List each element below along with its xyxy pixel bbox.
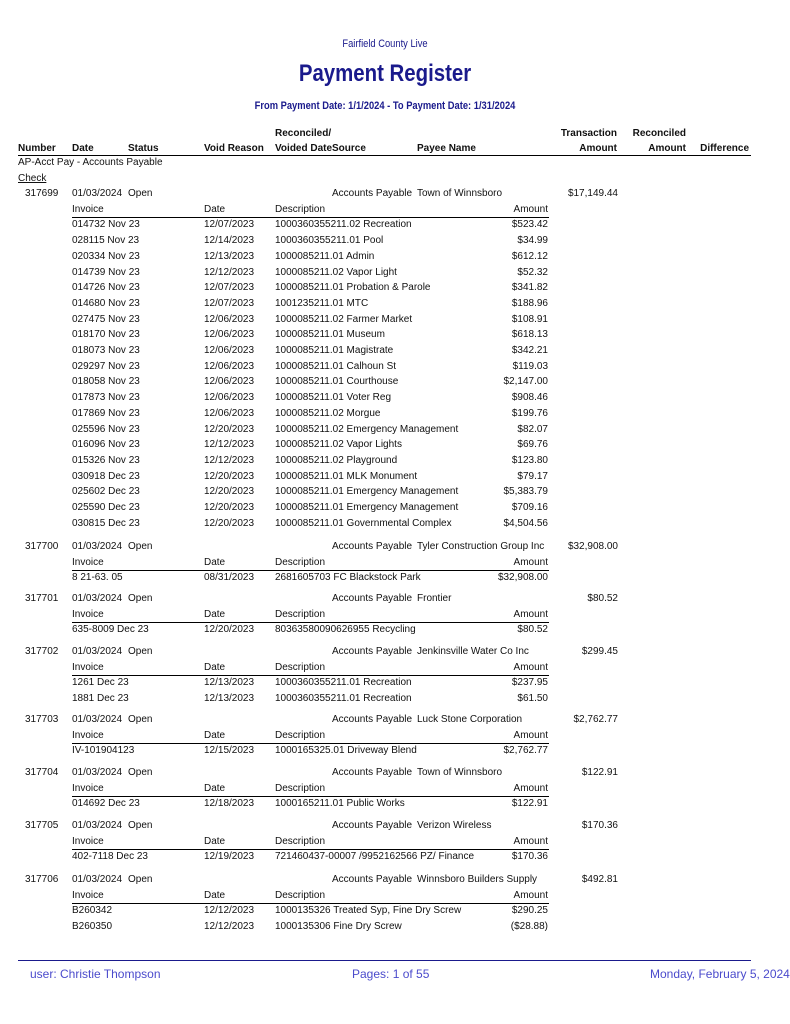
line-description: 80363580090626955 Recycling [275, 624, 416, 636]
subheader-underline [72, 903, 549, 904]
line-description: 1000085211.01 Governmental Complex [275, 517, 452, 529]
line-date: 12/20/2023 [204, 517, 255, 529]
check-date: 01/03/2024 [72, 593, 123, 604]
date-label: Date [204, 782, 226, 794]
line-description: 1000165211.01 Public Works [275, 798, 405, 810]
line-description: 1000135326 Treated Syp, Fine Dry Screw [275, 905, 462, 917]
line-description: 1000085211.01 Calhoun St [275, 360, 397, 372]
description-label: Description [275, 203, 326, 215]
line-date: 12/07/2023 [204, 297, 255, 309]
col-date: Date [72, 143, 94, 154]
date-label: Date [204, 203, 226, 215]
line-invoice: 017869 Nov 23 [72, 407, 140, 419]
check-payee: Winnsboro Builders Supply [417, 874, 538, 885]
check-date: 01/03/2024 [72, 714, 123, 725]
footer-user: user: Christie Thompson [30, 967, 161, 981]
check-number: 317699 [25, 188, 59, 199]
line-description: 1000085211.02 Vapor Lights [275, 439, 402, 451]
check-source: Accounts Payable [332, 593, 413, 604]
line-invoice: 018170 Nov 23 [72, 329, 140, 341]
line-description: 1000085211.01 Voter Reg [275, 392, 392, 404]
line-invoice: IV-101904123 [72, 745, 135, 757]
line-date: 12/12/2023 [204, 266, 255, 278]
check-payee: Verizon Wireless [417, 820, 492, 831]
check-number: 317700 [25, 541, 59, 552]
amount-label: Amount [513, 835, 548, 847]
line-amount: $108.91 [511, 313, 548, 325]
col-payee-name: Payee Name [417, 143, 476, 154]
invoice-label: Invoice [72, 608, 104, 620]
check-payee: Frontier [417, 593, 452, 604]
line-date: 12/13/2023 [204, 250, 255, 262]
line-invoice: 014692 Dec 23 [72, 798, 140, 810]
organization-name: Fairfield County Live [342, 38, 428, 50]
date-label: Date [204, 729, 226, 741]
line-date: 12/20/2023 [204, 624, 255, 636]
line-amount: $290.25 [511, 905, 548, 917]
line-invoice: 018058 Nov 23 [72, 376, 140, 388]
invoice-label: Invoice [72, 782, 104, 794]
amount-label: Amount [513, 608, 548, 620]
col-source: Source [332, 143, 366, 154]
line-amount: $188.96 [511, 297, 548, 309]
line-invoice: 018073 Nov 23 [72, 345, 140, 356]
line-date: 12/06/2023 [204, 329, 255, 341]
line-description: 1000085211.01 Probation & Parole [275, 282, 431, 294]
amount-label: Amount [513, 556, 548, 568]
subheader-underline [72, 675, 549, 676]
line-date: 12/12/2023 [204, 905, 255, 917]
date-label: Date [204, 835, 226, 847]
date-label: Date [204, 556, 226, 568]
check-amount: $80.52 [587, 593, 618, 604]
line-date: 12/19/2023 [204, 851, 255, 863]
description-label: Description [275, 556, 326, 568]
line-invoice: 1261 Dec 23 [72, 677, 129, 689]
col-transaction-top: Transaction [560, 128, 617, 139]
check-source: Accounts Payable [332, 541, 413, 552]
line-invoice: 8 21-63. 05 [72, 572, 123, 584]
report-title: Payment Register [298, 60, 472, 87]
line-invoice: 029297 Nov 23 [72, 360, 140, 372]
line-invoice: 025590 Dec 23 [72, 502, 140, 513]
check-source: Accounts Payable [332, 820, 413, 831]
line-amount: $199.76 [511, 407, 548, 419]
footer-date: Monday, February 5, 2024 [650, 967, 790, 981]
line-description: 1000165325.01 Driveway Blend [275, 745, 417, 757]
amount-label: Amount [513, 203, 548, 215]
line-amount: $4,504.56 [503, 517, 548, 529]
line-amount: $34.99 [517, 235, 548, 247]
col-reconciled-voided-bottom: Voided Date [275, 143, 333, 154]
line-description: 1000085211.01 Courthouse [275, 376, 399, 388]
line-amount: $237.95 [511, 677, 548, 689]
check-payee: Luck Stone Corporation [417, 714, 523, 725]
description-label: Description [275, 661, 326, 673]
check-amount: $122.91 [581, 767, 618, 778]
date-label: Date [204, 608, 226, 620]
line-date: 12/12/2023 [204, 921, 255, 933]
line-amount: $79.17 [517, 470, 548, 482]
check-date: 01/03/2024 [72, 820, 123, 831]
subheader-underline [72, 570, 549, 571]
check-source: Accounts Payable [332, 646, 413, 657]
line-amount: $170.36 [511, 851, 548, 863]
line-description: 1000360355211.01 Recreation [275, 693, 412, 705]
line-description: 1000085211.01 Museum [275, 329, 385, 341]
check-source: Accounts Payable [332, 874, 413, 885]
line-invoice: 402-7118 Dec 23 [72, 851, 148, 863]
line-description: 1000085211.02 Morgue [275, 407, 381, 419]
line-description: 721460437-00007 /9952162566 PZ/ Finance [275, 851, 475, 863]
line-amount: $341.82 [511, 282, 548, 294]
line-description: 1000085211.01 Emergency Management [275, 486, 459, 498]
check-amount: $492.81 [581, 874, 618, 885]
line-date: 12/06/2023 [204, 392, 255, 404]
line-date: 12/20/2023 [204, 470, 255, 482]
line-amount: $123.80 [511, 454, 548, 466]
line-invoice: 014680 Nov 23 [72, 297, 140, 309]
header-divider [18, 155, 751, 156]
line-description: 1000360355211.02 Recreation [275, 219, 412, 231]
subheader-underline [72, 217, 549, 218]
line-invoice: 027475 Nov 23 [72, 313, 140, 325]
check-date: 01/03/2024 [72, 874, 123, 885]
check-number: 317706 [25, 874, 59, 885]
col-difference: Difference [700, 143, 749, 154]
line-invoice: 025596 Nov 23 [72, 423, 140, 435]
line-amount: $2,762.77 [503, 745, 548, 757]
line-date: 12/20/2023 [204, 486, 255, 498]
line-amount: $32,908.00 [497, 572, 548, 584]
line-date: 12/06/2023 [204, 345, 255, 356]
check-status: Open [128, 541, 153, 552]
line-date: 12/14/2023 [204, 235, 255, 247]
description-label: Description [275, 608, 326, 620]
line-date: 12/12/2023 [204, 439, 255, 451]
check-number: 317704 [25, 767, 59, 778]
line-amount: $119.03 [512, 360, 548, 372]
line-invoice: B260342 [72, 905, 113, 917]
col-transaction-bottom: Amount [579, 143, 617, 154]
line-date: 12/07/2023 [204, 282, 255, 294]
col-status: Status [128, 143, 159, 154]
check-payee: Town of Winnsboro [417, 767, 503, 778]
line-date: 12/20/2023 [204, 423, 255, 435]
footer-divider [18, 960, 751, 961]
line-invoice: 635-8009 Dec 23 [72, 624, 149, 636]
subheader-underline [72, 622, 549, 623]
line-date: 08/31/2023 [204, 572, 255, 584]
check-date: 01/03/2024 [72, 767, 123, 778]
line-description: 1000360355211.01 Recreation [275, 677, 412, 689]
check-source: Accounts Payable [332, 714, 413, 725]
invoice-label: Invoice [72, 835, 104, 847]
line-description: 2681605703 FC Blackstock Park [275, 572, 421, 584]
line-invoice: 014739 Nov 23 [72, 266, 140, 278]
line-amount: $2,147.00 [503, 376, 548, 388]
line-amount: $709.16 [511, 502, 548, 513]
line-invoice: 015326 Nov 23 [72, 454, 140, 466]
line-amount: ($28.88) [510, 921, 548, 933]
line-amount: $122.91 [511, 798, 548, 810]
line-invoice: 1881 Dec 23 [72, 693, 129, 705]
check-amount: $17,149.44 [567, 188, 618, 199]
check-date: 01/03/2024 [72, 646, 123, 657]
check-amount: $32,908.00 [567, 541, 618, 552]
line-description: 1000085211.01 Magistrate [275, 345, 394, 356]
line-date: 12/06/2023 [204, 313, 255, 325]
check-amount: $299.45 [581, 646, 618, 657]
check-source: Accounts Payable [332, 188, 413, 199]
line-invoice: B260350 [72, 921, 113, 933]
invoice-label: Invoice [72, 889, 104, 901]
line-date: 12/07/2023 [204, 219, 255, 231]
check-status: Open [128, 593, 153, 604]
check-number: 317703 [25, 714, 59, 725]
line-amount: $5,383.79 [503, 486, 548, 498]
line-invoice: 016096 Nov 23 [72, 439, 140, 451]
line-invoice: 014732 Nov 23 [72, 219, 140, 231]
check-date: 01/03/2024 [72, 541, 123, 552]
subheader-underline [72, 849, 549, 850]
line-date: 12/06/2023 [204, 360, 255, 372]
col-void-reason: Void Reason [204, 143, 264, 154]
check-number: 317702 [25, 646, 59, 657]
check-amount: $170.36 [581, 820, 618, 831]
line-description: 1000085211.01 Emergency Management [275, 502, 459, 513]
subheader-underline [72, 743, 549, 744]
line-description: 1000085211.02 Farmer Market [275, 313, 413, 325]
line-date: 12/06/2023 [204, 376, 255, 388]
line-description: 1000085211.02 Emergency Management [275, 423, 459, 435]
line-invoice: 030815 Dec 23 [72, 517, 140, 529]
check-amount: $2,762.77 [573, 714, 618, 725]
description-label: Description [275, 835, 326, 847]
line-date: 12/20/2023 [204, 502, 255, 513]
line-invoice: 025602 Dec 23 [72, 486, 140, 498]
group-account: AP-Acct Pay - Accounts Payable [18, 157, 163, 168]
line-amount: $80.52 [517, 624, 548, 636]
invoice-label: Invoice [72, 556, 104, 568]
line-invoice: 030918 Dec 23 [72, 470, 140, 482]
check-payee: Jenkinsville Water Co Inc [417, 646, 529, 657]
line-amount: $69.76 [517, 439, 548, 451]
footer-pages: Pages: 1 of 55 [352, 967, 430, 981]
line-date: 12/12/2023 [204, 454, 255, 466]
col-reconciled-bottom: Amount [648, 143, 686, 154]
line-date: 12/18/2023 [204, 798, 255, 810]
invoice-label: Invoice [72, 661, 104, 673]
date-range: From Payment Date: 1/1/2024 - To Payment Date: 1/31/2024 [254, 100, 516, 112]
check-status: Open [128, 820, 153, 831]
line-description: 1000085211.01 MLK Monument [275, 470, 418, 482]
date-label: Date [204, 661, 226, 673]
line-description: 1000360355211.01 Pool [275, 235, 384, 247]
description-label: Description [275, 782, 326, 794]
description-label: Description [275, 729, 326, 741]
amount-label: Amount [513, 782, 548, 794]
col-reconciled-voided-top: Reconciled/ [275, 128, 332, 139]
check-source: Accounts Payable [332, 767, 413, 778]
line-amount: $52.32 [517, 266, 548, 278]
line-amount: $523.42 [511, 219, 548, 231]
check-date: 01/03/2024 [72, 188, 123, 199]
description-label: Description [275, 889, 326, 901]
line-description: 1000135306 Fine Dry Screw [275, 921, 402, 933]
check-status: Open [128, 188, 153, 199]
subheader-underline [72, 796, 549, 797]
line-amount: $61.50 [517, 693, 548, 705]
check-payee: Town of Winnsboro [417, 188, 503, 199]
invoice-label: Invoice [72, 729, 104, 741]
line-date: 12/15/2023 [204, 745, 255, 757]
line-description: 1000085211.02 Vapor Light [275, 266, 397, 278]
invoice-label: Invoice [72, 203, 104, 215]
amount-label: Amount [513, 661, 548, 673]
check-status: Open [128, 874, 153, 885]
check-status: Open [128, 646, 153, 657]
check-payee: Tyler Construction Group Inc [417, 541, 545, 552]
date-label: Date [204, 889, 226, 901]
line-description: 1000085211.01 Admin [275, 250, 375, 262]
check-status: Open [128, 767, 153, 778]
line-amount: $908.46 [511, 392, 548, 404]
col-number: Number [18, 143, 56, 154]
line-amount: $618.13 [511, 329, 548, 341]
line-amount: $612.12 [511, 250, 548, 262]
line-amount: $342.21 [511, 345, 548, 356]
group-type: Check [18, 173, 47, 184]
line-invoice: 020334 Nov 23 [72, 250, 140, 262]
line-invoice: 014726 Nov 23 [72, 282, 140, 294]
line-description: 1001235211.01 MTC [275, 297, 369, 309]
col-reconciled-top: Reconciled [632, 128, 686, 139]
amount-label: Amount [513, 889, 548, 901]
check-number: 317701 [25, 593, 59, 604]
amount-label: Amount [513, 729, 548, 741]
line-date: 12/13/2023 [204, 677, 255, 689]
line-amount: $82.07 [517, 423, 548, 435]
line-description: 1000085211.02 Playground [275, 454, 398, 466]
check-number: 317705 [25, 820, 59, 831]
line-invoice: 017873 Nov 23 [72, 392, 140, 404]
check-status: Open [128, 714, 153, 725]
line-invoice: 028115 Nov 23 [72, 235, 140, 247]
line-date: 12/13/2023 [204, 693, 255, 705]
line-date: 12/06/2023 [204, 407, 255, 419]
